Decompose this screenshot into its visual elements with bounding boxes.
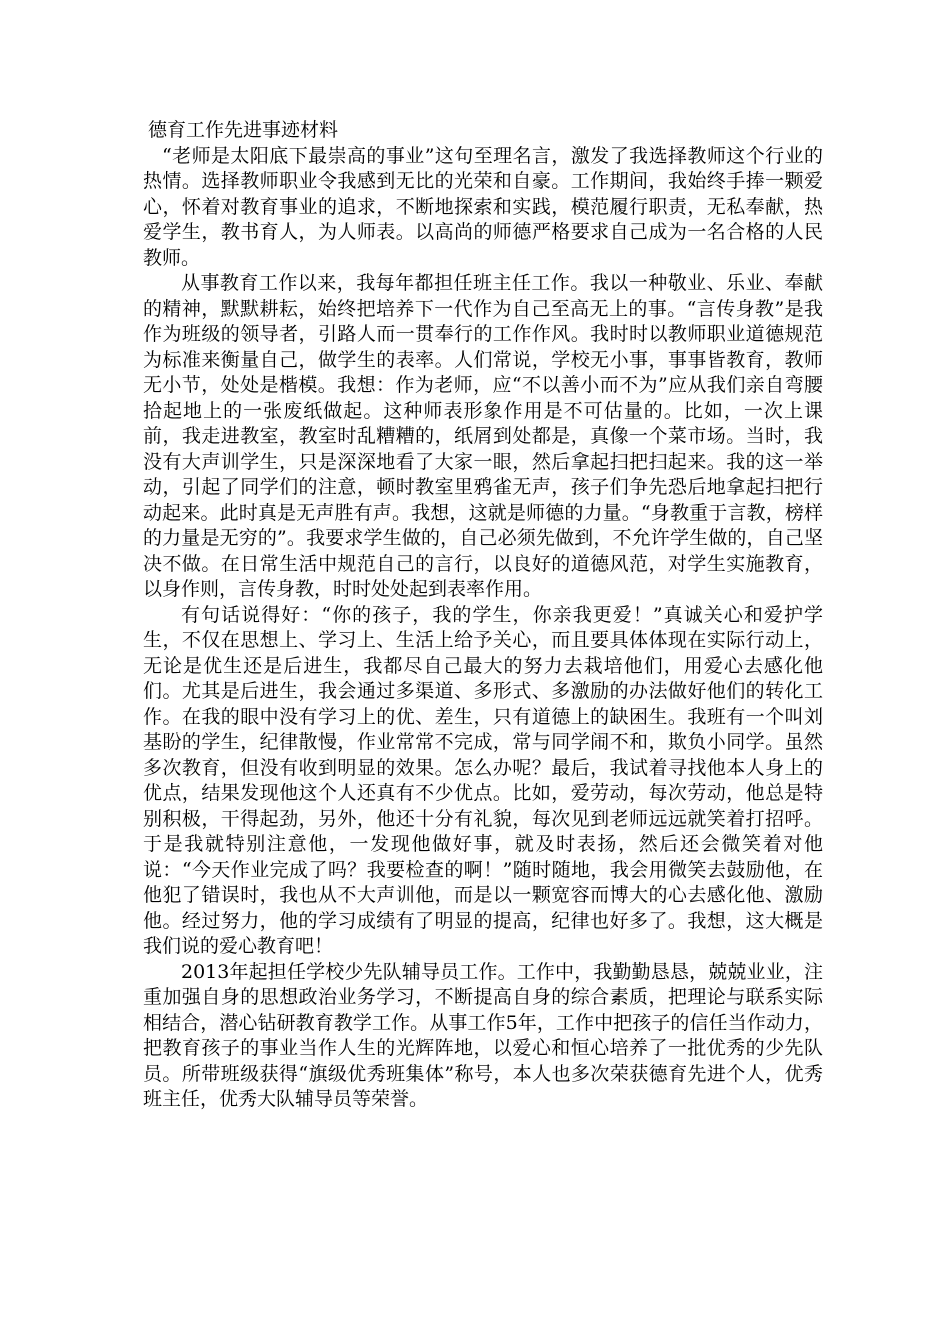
document-title: 德育工作先进事迹材料 [148,119,339,141]
paragraph-intro: “老师是太阳底下最崇高的事业”这句至理名言，激发了我选择教师这个行业的热情。选择教师职业令我感到无比的光荣和自豪。工作期间，我始终手捧一颗爱心，怀着对教育事业的追求，不断地探索和实践，模范履行职责，无私奉献，热爱学生，教书育人，为人师表。以高尚的师德严格要求自己成为一名合格的人民教师。 [143,144,823,269]
document-body [143,118,823,1113]
paragraph-young-pioneers: 2013年起担任学校少先队辅导员工作。工作中，我勤勤恳恳，兢兢业业，注重加强自身的思想政治业务学习，不断提高自身的综合素质，把理论与联系实际相结合，潜心钻研教育教学工作。从事工作5年，工作中把孩子的信任当作动力，把教育孩子的事业当作人生的光辉阵地，以爱心和恒心培养了一批优秀的少先队员。所带班级获得“旗级优秀班集体”称号，本人也多次荣获德育先进个人，优秀班主任，优秀大队辅导员等荣誉。 [143,960,823,1110]
paragraph-role-model: 从事教育工作以来，我每年都担任班主任工作。我以一种敬业、乐业、奉献的精神，默默耕耘，始终把培养下一代作为自己至高无上的事。“言传身教”是我作为班级的领导者，引路人而一贯奉行的工作作风。我时时以教师职业道德规范为标准来衡量自己，做学生的表率。人们常说，学校无小事，事事皆教育，教师无小节，处处是楷模。我想：作为老师，应“不以善小而不为”应从我们亲自弯腰拾起地上的一张废纸做起。这种师表形象作用是不可估量的。比如，一次上课前，我走进教室，教室时乱糟糟的，纸屑到处都是，真像一个菜市场。当时，我没有大声训学生，只是深深地看了大家一眼，然后拿起扫把扫起来。我的这一举动，引起了同学们的注意，顿时教室里鸦雀无声，孩子们争先恐后地拿起扫把行动起来。此时真是无声胜有声。我想，这就是师德的力量。“身教重于言教，榜样的力量是无穷的”。我要求学生做的，自己必须先做到，不允许学生做的，自己坚决不做。在日常生活中规范自己的言行，以良好的道德风范，对学生实施教育，以身作则，言传身教，时时处处起到表率作用。 [143,272,823,600]
paragraph-caring-students: 有句话说得好：“你的孩子，我的学生，你亲我更爱！”真诚关心和爱护学生，不仅在思想上、学习上、生活上给予关心，而且要具体体现在实际行动上，无论是优生还是后进生，我都尽自己最大的努力去栽培他们，用爱心去感化他们。尤其是后进生，我会通过多渠道、多形式、多激励的办法做好他们的转化工作。在我的眼中没有学习上的优、差生，只有道德上的缺困生。我班有一个叫刘基盼的学生，纪律散慢，作业常常不完成，常与同学闹不和，欺负小同学。虽然多次教育，但没有收到明显的效果。怎么办呢？最后，我试着寻找他本人身上的优点，结果发现他这个人还真有不少优点。比如，爱劳动，每次劳动，他总是特别积极，干得起劲，另外，他还十分有礼貌，每次见到老师远远就笑着打招呼。于是我就特别注意他，一发现他做好事，就及时表扬，然后还会微笑着对他说：“今天作业完成了吗？我要检查的啊！”随时随地，我会用微笑去鼓励他，在他犯了错误时，我也从不大声训他，而是以一颗宽容而博大的心去感化他、激励他。经过努力，他的学习成绩有了明显的提高，纪律也好多了。我想，这大概是我们说的爱心教育吧！ [143,603,823,957]
